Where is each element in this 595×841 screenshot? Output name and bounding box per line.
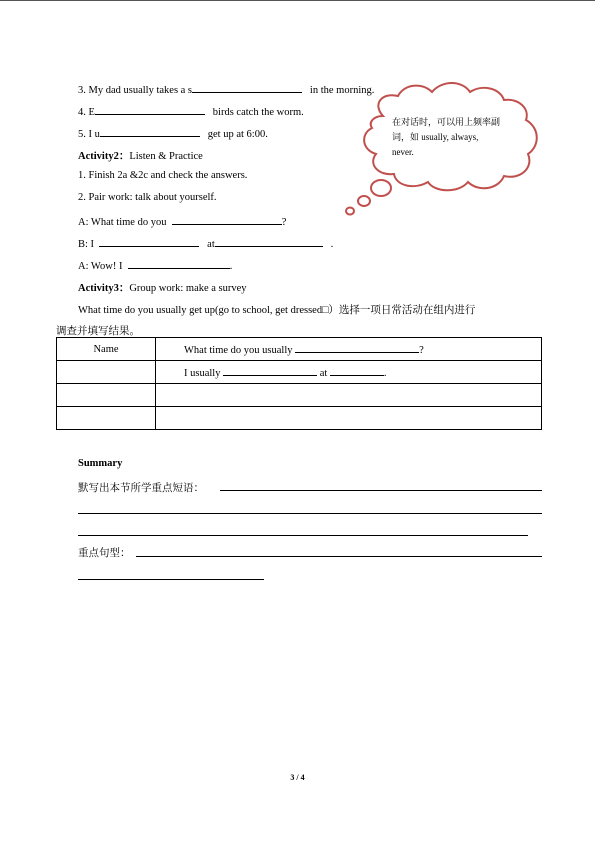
question-cell [156, 338, 542, 361]
name-header-cell: Name [57, 338, 156, 361]
dialogue-a2-blank[interactable] [128, 258, 230, 269]
dialogue-b-blank-2[interactable] [215, 236, 323, 247]
phrases-answer-line-3[interactable] [78, 535, 528, 536]
exercise-3-suffix: in the morning. [309, 85, 375, 96]
activity2-text: Listen & Practice [129, 151, 203, 162]
exercise-4-suffix: birds catch the worm. [212, 107, 304, 118]
step-1: 1. Finish 2a &2c and check the answers. [78, 170, 248, 181]
dialogue-b [78, 236, 333, 250]
phrases-label: 默写出本节所学重点短语： [78, 483, 204, 494]
dialogue-b-text: B: I [78, 239, 95, 250]
summary-title-text: Summary [78, 458, 123, 469]
table-row [57, 384, 542, 407]
answer-text: I usually [184, 368, 221, 379]
answer-cell [156, 361, 542, 384]
question-text: What time do you usually [184, 345, 293, 356]
name-cell[interactable] [57, 384, 156, 407]
summary-title [78, 458, 122, 469]
thought-cloud-icon [0, 0, 595, 230]
answer-cell[interactable] [156, 384, 542, 407]
dialogue-a2-suffix: . [229, 261, 233, 272]
answer-suffix: . [383, 368, 387, 379]
answer-blank-2[interactable] [330, 365, 384, 376]
answer-cell[interactable] [156, 407, 542, 430]
exercise-5-suffix: get up at 6:00. [207, 129, 268, 140]
sentences-answer-line-2[interactable] [78, 579, 264, 580]
exercise-4-text: 4. E [78, 107, 95, 118]
tip-text: 在对话时，可以用上频率副词，如 usually, always, never. [392, 117, 501, 157]
answer-blank-1[interactable] [223, 365, 317, 376]
dialogue-a1-suffix: ? [281, 217, 287, 228]
page-number: 3 / 4 [290, 773, 305, 782]
dialogue-b-blank-1[interactable] [99, 236, 199, 247]
name-cell[interactable] [57, 407, 156, 430]
table-row [57, 338, 542, 361]
activity3-text: Group work: make a survey [129, 283, 247, 294]
survey-instruction-1: What time do you usually get up(go to school, get dressed□）选择一项日常活动在组内进行 [78, 305, 476, 316]
table-row [57, 361, 542, 384]
name-cell[interactable] [57, 361, 156, 384]
question-suffix: ? [419, 345, 424, 356]
survey-table [56, 337, 542, 430]
activity2-title: Activity2： [78, 151, 130, 162]
step-2: 2. Pair work: talk about yourself. [78, 192, 217, 203]
dialogue-a2 [78, 258, 232, 272]
phrases-answer-line-1[interactable] [220, 490, 542, 491]
table-row [57, 407, 542, 430]
answer-at: at [319, 368, 328, 379]
dialogue-a1-text: A: What time do you [78, 217, 167, 228]
activity3-title: Activity3： [78, 283, 130, 294]
exercise-3-text: 3. My dad usually takes a s [78, 85, 193, 96]
phrases-answer-line-2[interactable] [78, 513, 542, 514]
dialogue-b-suffix: . [330, 239, 334, 250]
activity3-heading [78, 280, 247, 295]
dialogue-a2-text: A: Wow! I [78, 261, 123, 272]
exercise-5-text: 5. I u [78, 129, 100, 140]
sentences-answer-line-1[interactable] [136, 556, 542, 557]
question-blank[interactable] [295, 342, 419, 353]
survey-instruction-2: 调查并填写结果。 [56, 326, 140, 337]
dialogue-b-at: at [207, 239, 215, 250]
sentences-label: 重点句型： [78, 548, 131, 559]
